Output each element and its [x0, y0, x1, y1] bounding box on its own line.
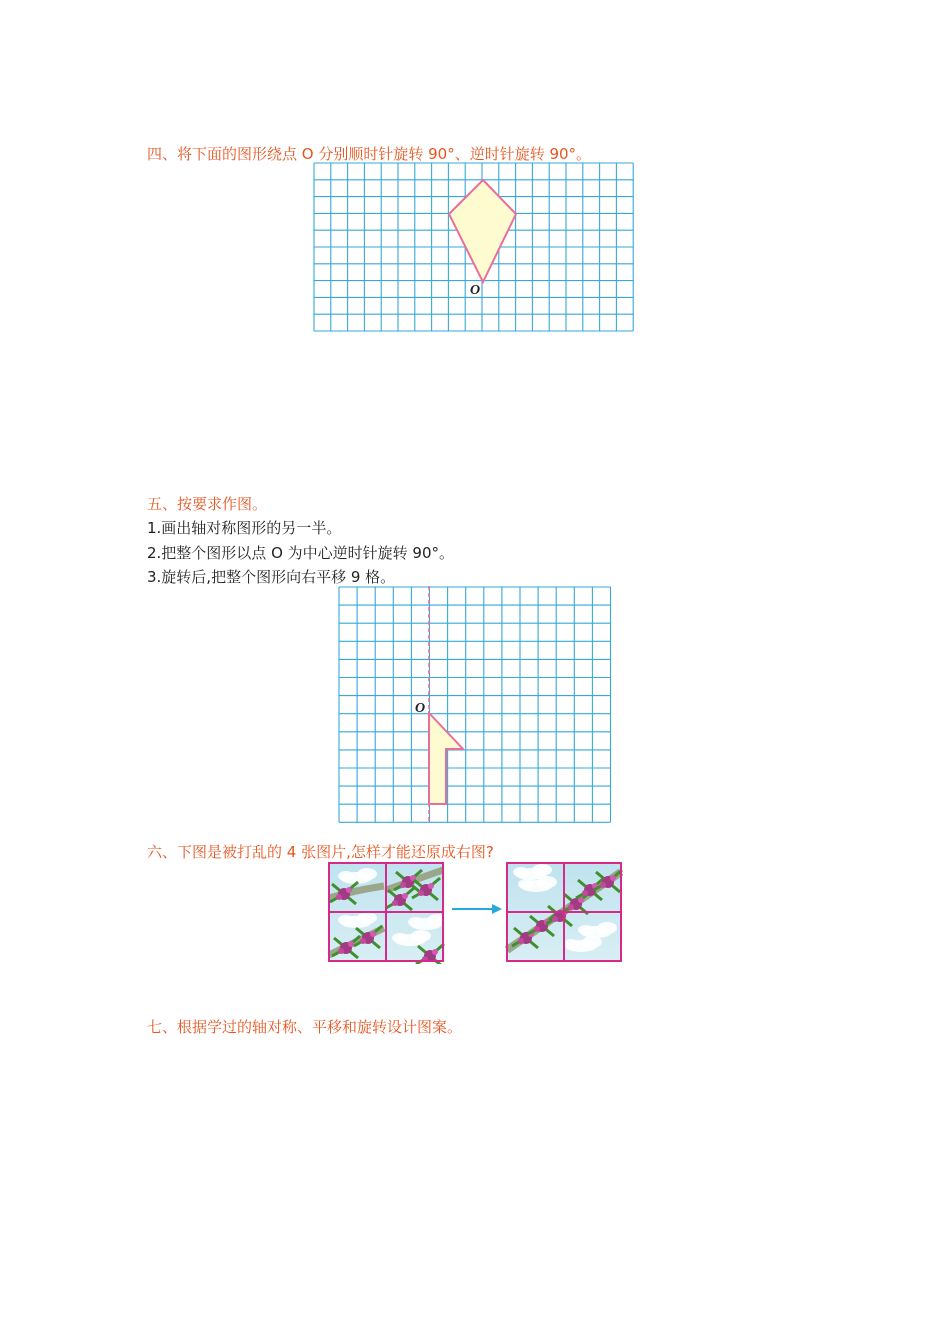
q4-grid-figure [313, 162, 637, 335]
q4-point-o-label: O [470, 283, 481, 298]
q5-title: 五、按要求作图。 [147, 495, 268, 513]
q6-puzzle-figure [326, 860, 626, 964]
q6-arrow-icon [452, 904, 502, 914]
q6-scrambled-image [329, 863, 447, 964]
q5-point-o-label: O [415, 701, 426, 716]
q4-title: 四、将下面的图形绕点 O 分别顺时针旋转 90°、逆时针旋转 90°。 [147, 145, 592, 163]
q4-kite-shape [449, 180, 516, 282]
q7-title: 七、根据学过的轴对称、平移和旋转设计图案。 [147, 1018, 463, 1036]
q5-item-3: 3.旋转后,把整个图形向右平移 9 格。 [147, 568, 396, 586]
q6-title: 六、下图是被打乱的 4 张图片,怎样才能还原成右图? [147, 843, 494, 861]
q5-item-1: 1.画出轴对称图形的另一半。 [147, 519, 342, 537]
q6-restored-image [507, 863, 622, 961]
q5-grid-figure [338, 586, 613, 824]
q5-half-arrow-shape [429, 713, 463, 804]
q5-grid-lines [339, 587, 611, 822]
q5-item-2: 2.把整个图形以点 O 为中心逆时针旋转 90°。 [147, 544, 455, 562]
